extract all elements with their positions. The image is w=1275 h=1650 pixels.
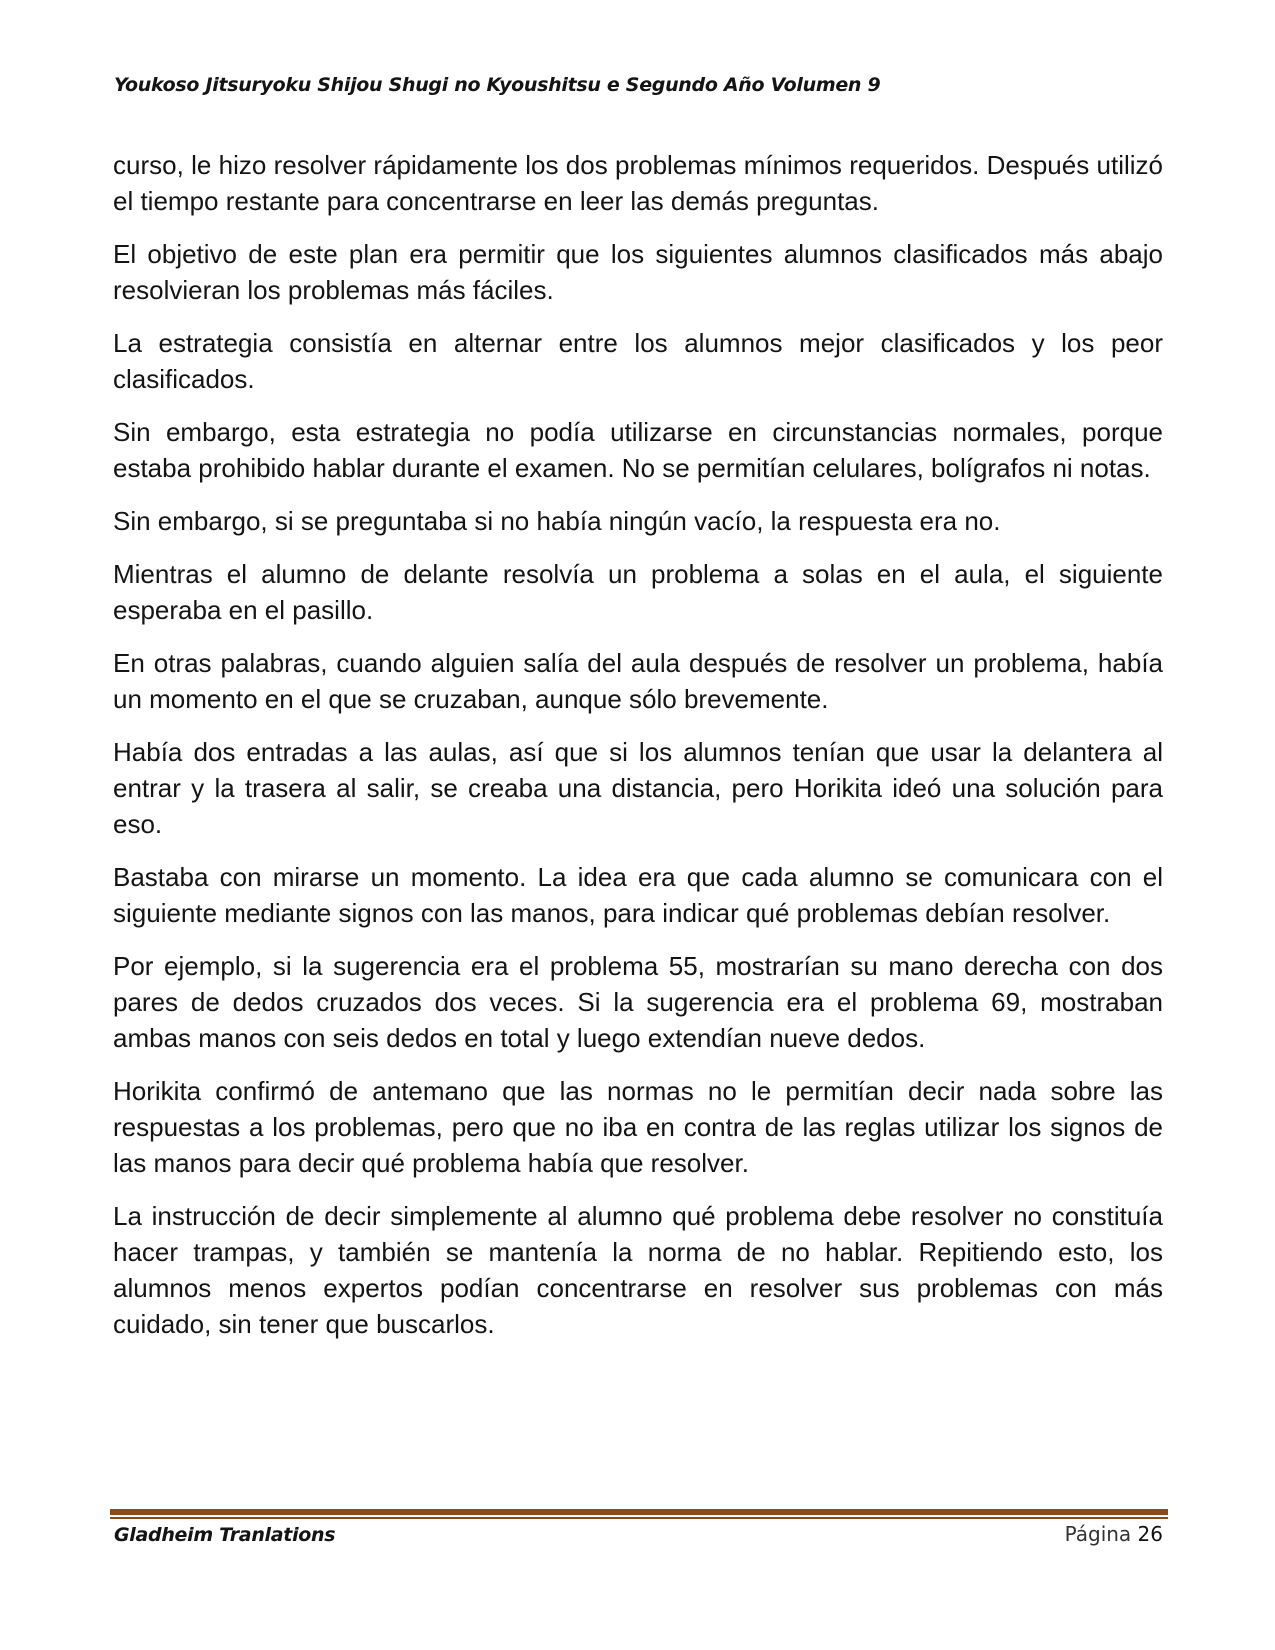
footer-divider — [110, 1509, 1168, 1520]
paragraph: En otras palabras, cuando alguien salía del aula después de resolver un problema, había un momento en el que se cruzaban, aunque sólo brevemente. — [113, 648, 1163, 714]
footer-divider-thin — [110, 1517, 1168, 1519]
page-number-block — [1065, 1522, 1163, 1546]
paragraph: Sin embargo, esta estrategia no podía utilizarse en circunstancias normales, porque estaba prohibido hablar durante el examen. No se permitían celulares, bolígrafos ni notas. — [113, 417, 1163, 483]
page-body — [113, 147, 1163, 1359]
paragraph: curso, le hizo resolver rápidamente los dos problemas mínimos requeridos. Después utilizó el tiempo restante para concentrarse en leer las demás preguntas. — [113, 150, 1163, 216]
page-number: 26 — [1137, 1522, 1163, 1546]
footer-credit: Gladheim Tranlations — [114, 1524, 336, 1546]
paragraph: Había dos entradas a las aulas, así que si los alumnos tenían que usar la delantera al entrar y la trasera al salir, se creaba una distancia, pero Horikita ideó una solución para eso. — [113, 737, 1163, 839]
paragraph: Bastaba con mirarse un momento. La idea era que cada alumno se comunicara con el siguiente mediante signos con las manos, para indicar qué problemas debían resolver. — [113, 862, 1163, 928]
paragraph: Sin embargo, si se preguntaba si no había ningún vacío, la respuesta era no. — [113, 506, 1001, 536]
paragraph: La instrucción de decir simplemente al alumno qué problema debe resolver no constituía hacer trampas, y también se mantenía la norma de no hablar. Repitiendo esto, los alumnos menos expertos podían concentrarse en resolver sus problemas con más cuidado, sin tener que buscarlos. — [113, 1201, 1163, 1339]
paragraph: El objetivo de este plan era permitir que los siguientes alumnos clasificados más abajo resolvieran los problemas más fáciles. — [113, 239, 1163, 305]
paragraph: Por ejemplo, si la sugerencia era el problema 55, mostrarían su mano derecha con dos pares de dedos cruzados dos veces. Si la sugerencia era el problema 69, mostraban ambas manos con seis dedos en total y luego extendían nueve dedos. — [113, 951, 1163, 1053]
paragraph: La estrategia consistía en alternar entre los alumnos mejor clasificados y los peor clasificados. — [113, 328, 1163, 394]
paragraph: Horikita confirmó de antemano que las normas no le permitían decir nada sobre las respuestas a los problemas, pero que no iba en contra de las reglas utilizar los signos de las manos para decir qué problema había que resolver. — [113, 1076, 1163, 1178]
paragraph: Mientras el alumno de delante resolvía un problema a solas en el aula, el siguiente esperaba en el pasillo. — [113, 559, 1163, 625]
page-label: Página — [1064, 1522, 1132, 1546]
footer-divider-thick — [110, 1509, 1168, 1515]
page-header-title: Youkoso Jitsuryoku Shijou Shugi no Kyoushitsu e Segundo Año Volumen 9 — [114, 74, 881, 96]
